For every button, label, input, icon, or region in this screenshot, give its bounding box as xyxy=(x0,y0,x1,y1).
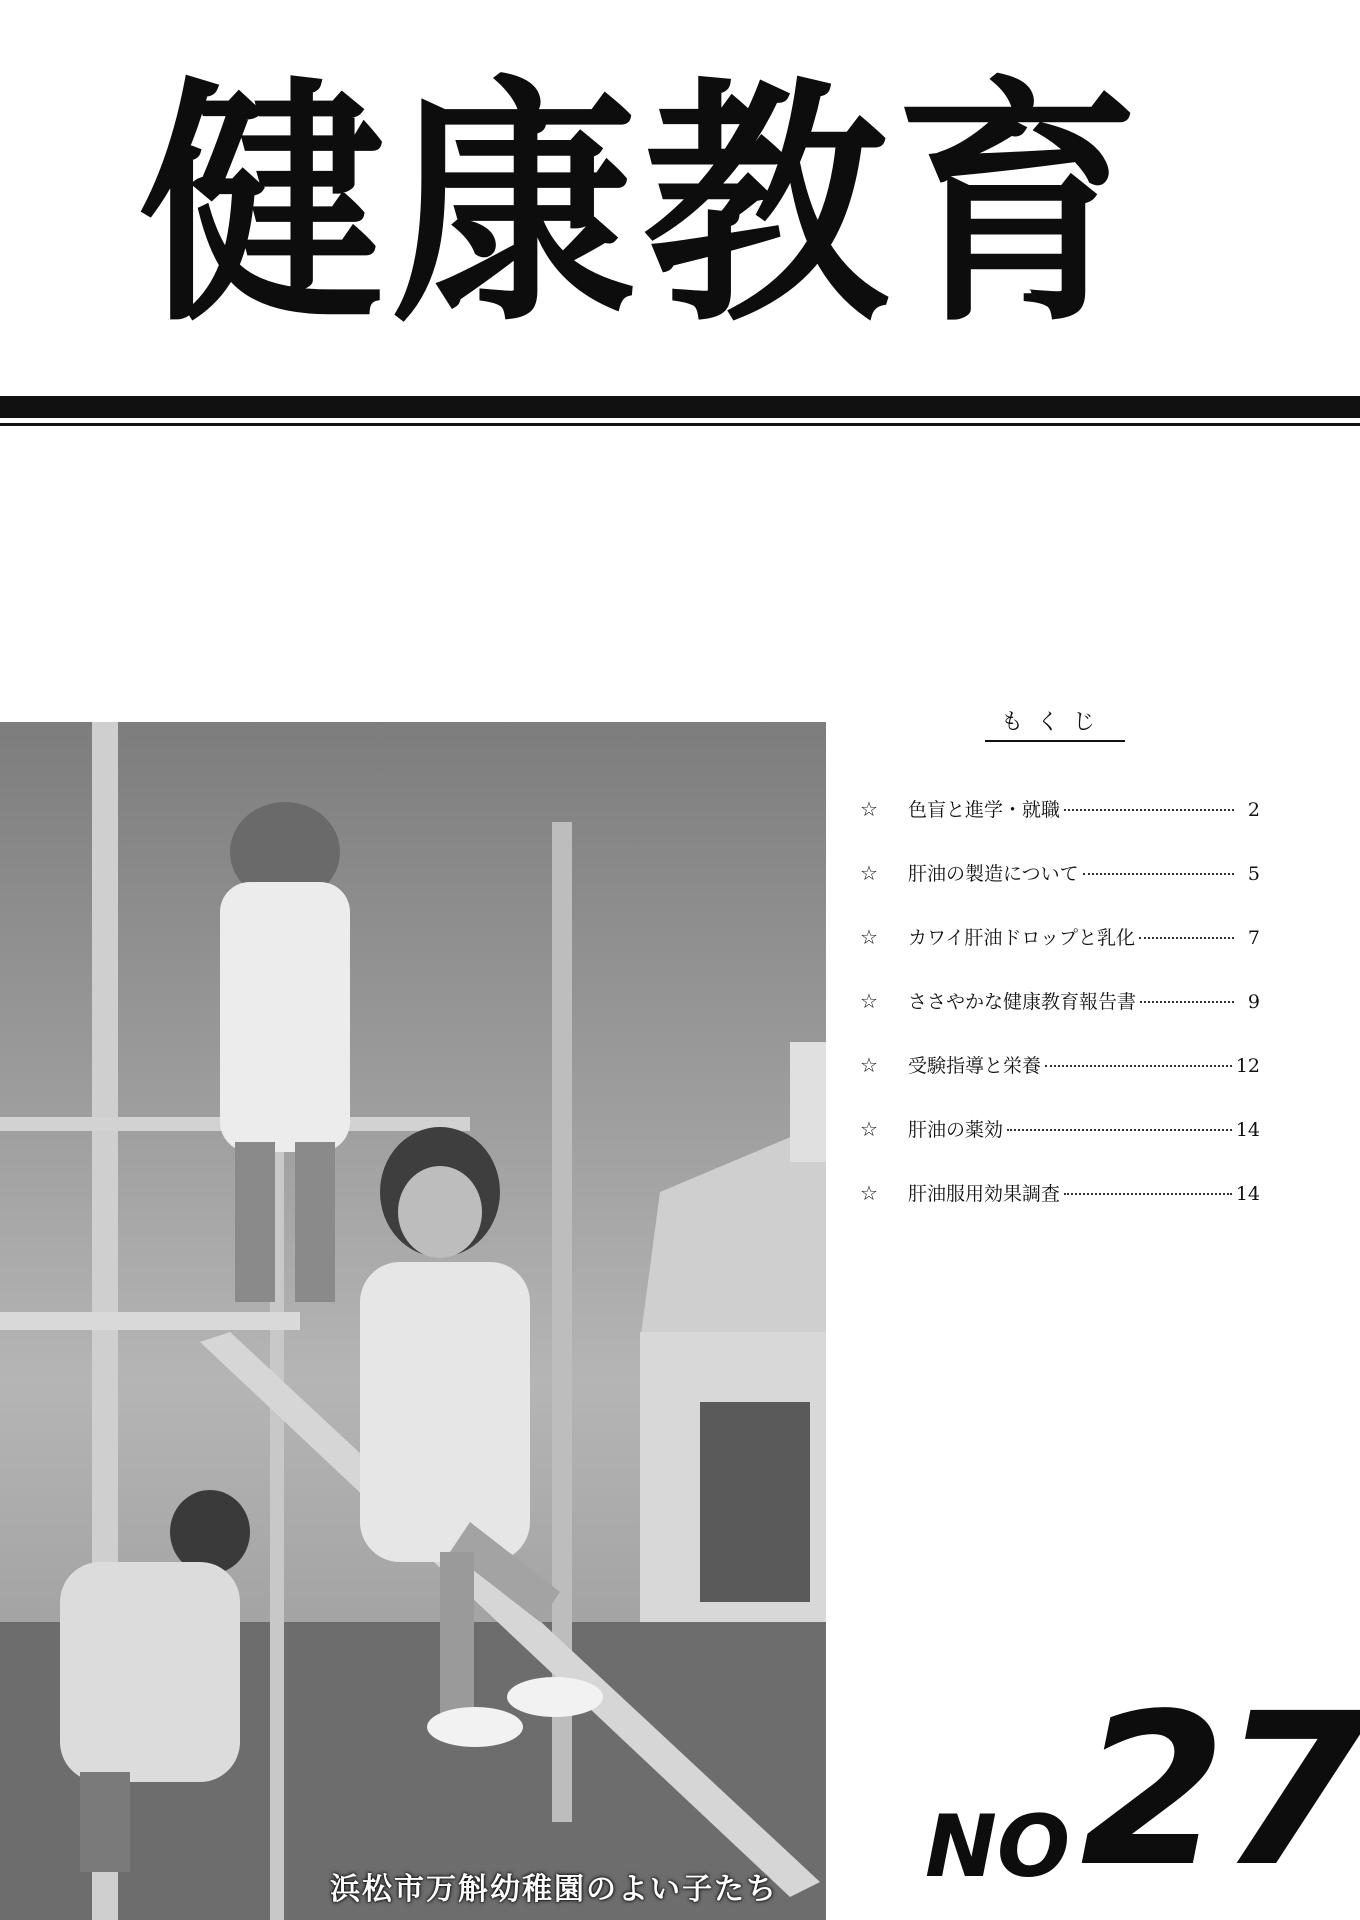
star-icon: ☆ xyxy=(860,1053,878,1077)
star-icon: ☆ xyxy=(860,1181,878,1205)
toc-leader-dots xyxy=(1064,1193,1232,1195)
toc-item-page: 5 xyxy=(1247,863,1260,885)
cover-photo xyxy=(0,722,826,1920)
toc-item[interactable] xyxy=(860,1115,1260,1179)
issue-number-prefix: NO xyxy=(925,1797,1071,1897)
star-icon: ☆ xyxy=(860,925,878,949)
toc-leader-dots xyxy=(1140,1001,1234,1003)
divider-thin xyxy=(0,423,1360,426)
toc-item-page: 14 xyxy=(1235,1119,1260,1141)
toc-item[interactable] xyxy=(860,923,1260,987)
toc-item-page: 2 xyxy=(1247,799,1260,821)
toc-item[interactable] xyxy=(860,859,1260,923)
issue-number-value: 27 xyxy=(1080,1667,1360,1913)
star-icon: ☆ xyxy=(860,861,878,885)
masthead-char-3: 教 xyxy=(643,53,889,356)
star-icon: ☆ xyxy=(860,989,878,1013)
playground-photo-illustration xyxy=(0,722,826,1920)
toc-item-page: 14 xyxy=(1235,1183,1260,1205)
masthead-char-4: 育 xyxy=(894,53,1140,356)
toc-heading: もくじ xyxy=(985,705,1125,742)
toc-item[interactable] xyxy=(860,1051,1260,1115)
toc-item-page: 7 xyxy=(1247,927,1260,949)
masthead-title xyxy=(140,53,1140,356)
toc-leader-dots xyxy=(1139,937,1234,939)
toc-leader-dots xyxy=(1007,1129,1232,1131)
toc-item[interactable] xyxy=(860,987,1260,1051)
star-icon: ☆ xyxy=(860,1117,878,1141)
toc-leader-dots xyxy=(1064,809,1234,811)
divider-thick xyxy=(0,396,1360,418)
toc-leader-dots xyxy=(1045,1065,1232,1067)
masthead-char-2: 康 xyxy=(391,53,637,356)
toc-leader-dots xyxy=(1083,873,1234,875)
toc-list xyxy=(860,795,1260,1243)
toc-item-title: カワイ肝油ドロップと乳化 xyxy=(908,927,1136,949)
toc-item-title: ささやかな健康教育報告書 xyxy=(908,991,1137,1013)
star-icon: ☆ xyxy=(860,797,878,821)
issue-number xyxy=(925,1650,1360,1913)
toc-item-title: 肝油の薬効 xyxy=(908,1119,1004,1141)
toc-item[interactable] xyxy=(860,1179,1260,1243)
toc-item-page: 12 xyxy=(1235,1055,1260,1077)
toc-item[interactable] xyxy=(860,795,1260,859)
toc-item-title: 受験指導と栄養 xyxy=(908,1055,1042,1077)
photo-caption: 浜松市万斛幼稚園のよい子たち xyxy=(330,1872,778,1907)
toc-item-page: 9 xyxy=(1247,991,1260,1013)
toc-item-title: 色盲と進学・就職 xyxy=(908,799,1061,821)
toc-item-title: 肝油服用効果調査 xyxy=(908,1183,1061,1205)
masthead-char-1: 健 xyxy=(140,53,385,356)
toc-item-title: 肝油の製造について xyxy=(908,863,1079,885)
